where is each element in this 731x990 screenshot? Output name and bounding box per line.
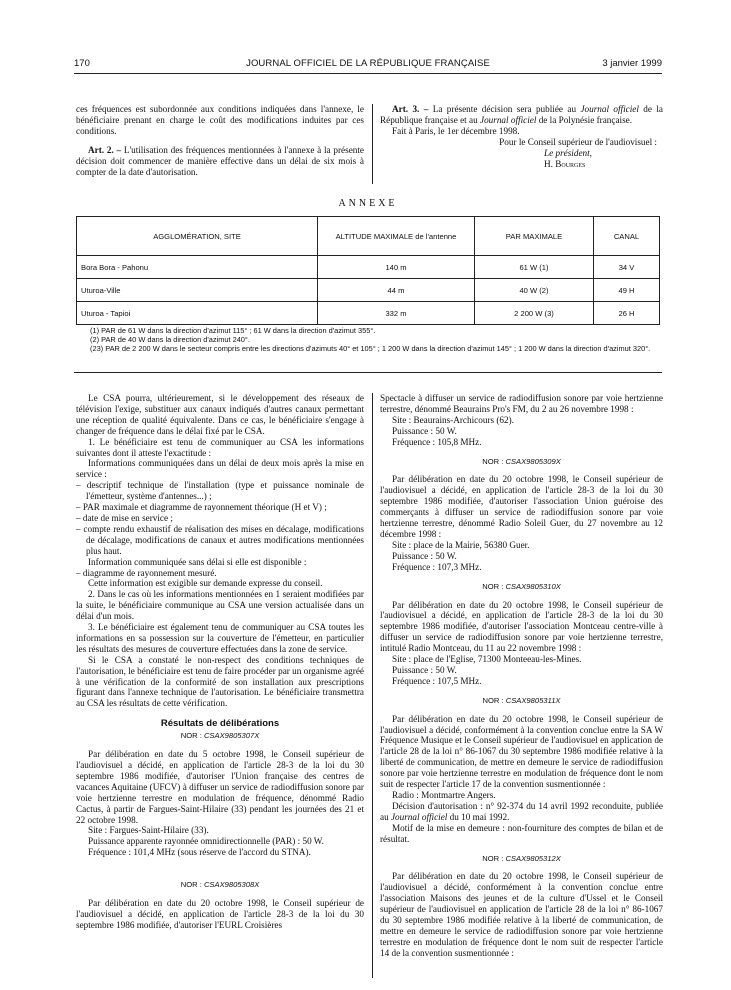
le-president: Le président, — [544, 147, 592, 158]
nor-code: CSAX9805311X — [505, 695, 561, 705]
article-text: de la République française et au — [380, 104, 663, 125]
paragraph: Fréquence : 107,3 MHz. — [392, 561, 482, 572]
issue-date: 3 janvier 1999 — [602, 58, 662, 69]
column-header: AGGLOMÉRATION, SITE — [77, 217, 318, 256]
text-span: du 10 mai 1992. — [447, 811, 510, 822]
signature: H. Bourges — [544, 158, 586, 169]
footnote: (2) PAR de 40 W dans la direction d'azimut 240°. — [90, 335, 250, 344]
paragraph: Le CSA pourra, ultérieurement, si le développement des réseaux de télévision l'exige, substituer aux canaux indiqués d'autres canaux permettant une réception de qualité équivalente. Dans ce cas, le bénéficiaire s'engage à changer de fréquence dans le délai fixé par le CSA. — [76, 393, 364, 436]
par-cell: 40 W (2) — [475, 279, 594, 302]
nor-label: NOR : — [482, 695, 506, 705]
paragraph: Radio : Montmartre Angers. — [392, 790, 496, 800]
nor-code: CSAX9805308X — [203, 880, 260, 890]
section-title: Résultats de délibérations — [160, 718, 280, 730]
paragraph: Site : Fargues-Saint-Hilaire (33). — [88, 825, 209, 836]
journal-title: JOURNAL OFFICIEL DE LA RÉPUBLIQUE FRANÇAISE — [246, 58, 490, 69]
paragraph: Si le CSA a constaté le non-respect des conditions techniques de l'autorisation, le bénéficiaire est tenu de faire procéder par un organisme agréé à une vérification de la conformité de son installation aux prescriptions figurant dans l'annexe technique de l'autorisation. Le bénéficiaire transmettra au CSA les résultats de cette vérification. — [76, 654, 364, 709]
paragraph: ces fréquences est subordonnée aux conditions indiquées dans l'annexe, le bénéficiaire prenant en charge le coût des modifications induites par ces conditions. — [76, 104, 364, 136]
annexe-notes — [90, 326, 660, 353]
article-label: Art. 3. – — [392, 104, 429, 114]
canal-cell: 26 H — [594, 302, 660, 325]
paragraph: Information communiquée sans délai si elle est disponible : — [88, 556, 307, 567]
paragraph — [380, 801, 663, 823]
paragraph: Site : place de l'Eglise, 71300 Monteeau-les-Mines. — [392, 654, 582, 665]
altitude-cell: 44 m — [318, 279, 475, 302]
par-cell: 61 W (1) — [475, 256, 594, 279]
site-cell: Bora Bora - Pahonu — [77, 256, 318, 279]
canal-cell: 34 V — [594, 256, 660, 279]
paragraph: Site : Beaurains-Archicours (62). — [392, 414, 514, 425]
altitude-cell: 332 m — [318, 302, 475, 325]
paragraph: Fréquence : 101,4 MHz (sous réserve de l'accord du STNA). — [88, 847, 311, 858]
annexe-table — [76, 216, 660, 325]
journal-ref: Journal officiel — [390, 811, 448, 822]
nor-code: CSAX9805307X — [203, 731, 260, 741]
paragraph: Par délibération en date du 20 octobre 1998, le Conseil supérieur de l'audiovisuel a décidé, en application de l'article 28-3 de la loi du 30 septembre 1986 modifiée, d'autoriser l'EURL Croisières — [76, 898, 364, 930]
nor-label: NOR : — [180, 731, 204, 741]
paragraph: 3. Le bénéficiaire est également tenu de communiquer au CSA toutes les informations en sa possession sur la couverture de l'émetteur, en particulier les résultats des mesures de couverture effectuées dans la zone de service. — [76, 622, 364, 654]
header-rule — [74, 73, 662, 74]
nor-reference — [380, 696, 663, 707]
nor-reference — [76, 880, 364, 891]
paragraph: Puissance : 50 W. — [392, 550, 457, 561]
article-text: La présente décision sera publiée au — [428, 104, 581, 114]
footnote: (23) PAR de 2 200 W dans le secteur compris entre les directions d'azimuts 40° et 105° ; 1 200 W dans la direction d'azimut 145° ; 1 200 W dans la direction d'azimut 320°. — [90, 344, 651, 353]
paragraph: Puissance : 50 W. — [392, 425, 457, 436]
article-text: de la Polynésie française. — [536, 114, 633, 125]
paragraph: Fréquence : 105,8 MHz. — [392, 436, 482, 447]
page-header — [74, 58, 662, 72]
nor-label: NOR : — [482, 581, 506, 591]
paragraph: Par délibération en date du 20 octobre 1998, le Conseil supérieur de l'audiovisuel a décidé, en application de l'article 28-3 de la loi du 30 septembre 1986 modifiée, d'autoriser l'association Montceau centre-ville à diffuser un service de radiodiffusion sonore par voie hertzienne terrestre, intitulé Radio Montceau, du 11 au 22 novembre 1998 : — [380, 599, 663, 654]
article-2 — [76, 145, 364, 178]
column-divider — [372, 104, 373, 184]
paragraph: Spectacle à diffuser un service de radiodiffusion sonore par voie hertzienne terrestre, dénommé Beaurains Pro's FM, du 2 au 26 novembre 1998 : — [380, 393, 663, 414]
paragraph: Puissance apparente rayonnée omnidirectionnelle (PAR) : 50 W. — [88, 836, 324, 847]
paragraph: Informations communiquées dans un délai de deux mois après la mise en service : — [76, 458, 364, 480]
paragraph: Par délibération en date du 5 octobre 1998, le Conseil supérieur de l'audiovisuel a décidé, en application de l'article 28-3 de la loi du 30 septembre 1986 modifiée, d'autoriser l'Union française des centres de vacances Aquitaine (UFCV) à diffuser un service de radiodiffusion sonore par voie hertzienne terrestre en modulation de fréquence, dénommé Radio Cactus, à partir de Fargues-Saint-Hilaire (33) pendant les journées des 21 et 22 octobre 1998. — [76, 749, 364, 825]
top-left-column — [76, 104, 364, 177]
paragraph: Par délibération en date du 20 octobre 1998, le Conseil supérieur de l'audiovisuel a décidé, en application de l'article 28-3 de la loi du 30 septembre 1986 modifiée, d'autoriser l'association Union guéroise des commerçants à diffuser un service de radiodiffusion sonore par voie hertzienne terrestre, dénommé Radio Soleil Guer, du 27 novembre au 12 décembre 1998 : — [380, 474, 663, 539]
footnote: (1) PAR de 61 W dans la direction d'azimut 115° ; 61 W dans la direction d'azimut 355°. — [90, 326, 376, 335]
paragraph: Cette information est exigible sur demande expresse du conseil. — [88, 578, 323, 589]
column-divider — [372, 393, 373, 978]
canal-cell: 49 H — [594, 279, 660, 302]
paragraph: Puissance : 50 W. — [392, 664, 457, 675]
par-cell: 2 200 W (3) — [475, 302, 594, 325]
nor-code: CSAX9805310X — [505, 581, 561, 591]
list-item: – compte rendu exhaustif de réalisation des mises en décalage, modifications de décalage, modifications de canaux et autres modifications mentionnées plus haut. — [76, 523, 364, 556]
paragraph: Site : place de la Mairie, 56380 Guer. — [392, 539, 530, 550]
column-header: PAR MAXIMALE — [475, 217, 594, 256]
article-label: Art. 2. – — [88, 144, 122, 155]
article-text: L'utilisation des fréquences mentionnées à l'annexe à la présente décision doit commencer de manière effective dans un délai de six mois à compter de la date d'autorisation. — [76, 144, 364, 177]
nor-label: NOR : — [180, 880, 204, 890]
right-column — [380, 393, 663, 959]
text-span: Décision d'autorisation : n° 92-374 du 14 avril 1992 reconduite, publiée au — [380, 800, 663, 822]
nor-reference — [380, 854, 663, 865]
nor-reference — [380, 582, 663, 593]
article-3 — [380, 104, 663, 126]
nor-reference — [76, 731, 364, 742]
paragraph: Par délibération en date du 20 octobre 1998, le Conseil supérieur de l'audiovisuel a décidé, conformément à la convention conclue entre l'association Maisons des jeunes et de la culture d'Ussel et le Conseil supérieur de l'audiovisuel en application de l'article 28 de la loi n° 86-1067 du 30 septembre 1986 modifiée relative à la liberté de communication, de mettre en demeure le service de radiodiffusion sonore par voie hertzienne terrestre en modulation de fréquence dont le nom suit de respecter l'article 14 de la convention susmentionnée : — [380, 871, 663, 958]
list-item: – descriptif technique de l'installation (type et puissance nominale de l'émetteur, système d'antennes...) ; — [76, 480, 364, 502]
altitude-cell: 140 m — [318, 256, 475, 279]
table-header-row — [77, 217, 660, 256]
paragraph: Motif de la mise en demeure : non-fourniture des comptes de bilan et de résultat. — [380, 822, 663, 844]
list-item: – date de mise en service ; — [76, 512, 173, 523]
table-row — [77, 279, 660, 302]
site-cell: Uturoa-Ville — [77, 279, 318, 302]
nor-reference — [380, 457, 663, 468]
left-column — [76, 393, 364, 931]
column-header: ALTITUDE MAXIMALE de l'antenne — [318, 217, 475, 256]
paragraph: Par délibération en date du 20 octobre 1998, le Conseil supérieur de l'audiovisuel a décidé, conformément à la convention conclue entre la SA W Fréquence Musique et le Conseil supérieur de l'audiovisuel en application de l'article 28 de la loi n° 86-1067 du 30 septembre 1986 modifiée relative à la liberté de communication, de mettre en demeure le service de radiodiffusion sonore par voie hertzienne terrestre en modulation de fréquence dont le nom suit de respecter l'article 17 de la convention susmentionnée : — [380, 713, 663, 790]
journal-ref: Journal officiel — [580, 104, 639, 114]
nor-label: NOR : — [482, 456, 506, 466]
fait-a-paris: Fait à Paris, le 1er décembre 1998. — [392, 125, 520, 136]
paragraph: Fréquence : 107,5 MHz. — [392, 675, 482, 686]
page-number: 170 — [74, 58, 90, 69]
section-rule — [74, 372, 662, 373]
list-item: – diagramme de rayonnement mesuré. — [76, 567, 217, 578]
annexe-title: ANNEXE — [338, 198, 398, 209]
pour-le-conseil: Pour le Conseil supérieur de l'audiovisuel : — [499, 136, 657, 147]
top-right-column — [380, 104, 663, 169]
nor-code: CSAX9805309X — [505, 456, 561, 466]
journal-ref: Journal officiel — [480, 114, 537, 125]
column-header: CANAL — [594, 217, 660, 256]
list-item: – PAR maximale et diagramme de rayonnement théorique (H et V) ; — [76, 502, 327, 513]
nor-label: NOR : — [482, 853, 506, 863]
paragraph: 2. Dans le cas où les informations mentionnées en 1 seraient modifiées par la suite, le bénéficiaire communique au CSA une version actualisée dans un délai d'un mois. — [76, 589, 364, 622]
site-cell: Uturoa - Tapioi — [77, 302, 318, 325]
table-row — [77, 256, 660, 279]
nor-code: CSAX9805312X — [505, 853, 561, 863]
table-row — [77, 302, 660, 325]
paragraph: 1. Le bénéficiaire est tenu de communiquer au CSA les informations suivantes dont il atteste l'exactitude : — [76, 436, 364, 458]
